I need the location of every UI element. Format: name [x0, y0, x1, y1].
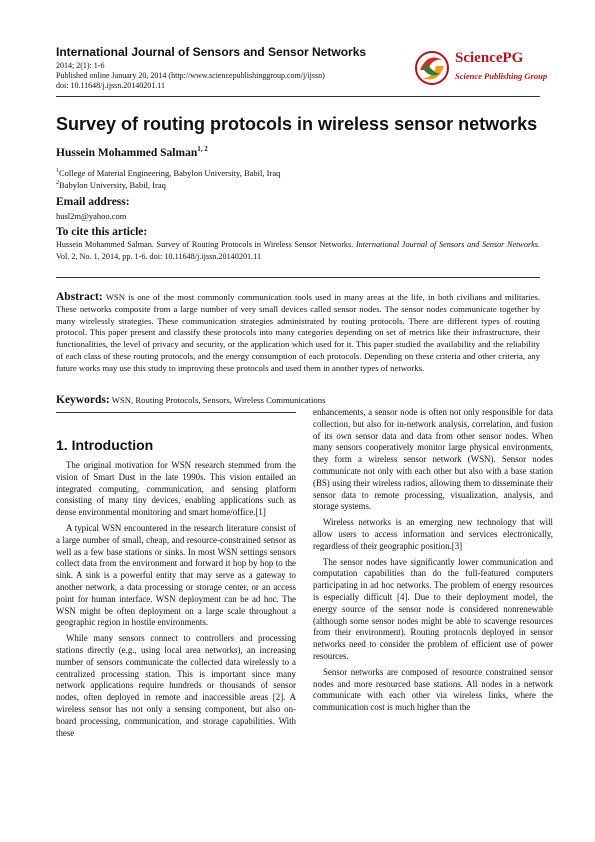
cite-heading: To cite this article:: [56, 226, 148, 238]
header-divider: [56, 96, 540, 97]
abstract-divider: [56, 277, 540, 278]
citation-details: Vol. 2, No. 1, 2014, pp. 1-6. doi: 10.11648/j.ijssn.20140201.11: [56, 252, 262, 261]
right-column: [313, 407, 553, 718]
paragraph: Wireless networks is an emerging new technology that will allow users to access information and services electronically, regardless of their geographic position.[3]: [313, 517, 553, 551]
logo-title: SciencePG: [455, 50, 524, 66]
doi: doi: 10.11648/j.ijssn.20140201.11: [56, 81, 165, 90]
section-divider: [56, 412, 296, 413]
paragraph: A typical WSN encountered in the research literature consist of a large number of small, cheap, and resource-constrained sensor as well as a few base stations or sinks. In most WSN settings sensors collect data from the environment and forward it hop by hop to the sink. A sink is a powerful entity that may serve as a gateway to another network, a data processing or storage center, or an access point for human interface. WSN deployment can be ad hoc. The WSN might be often deployment on a large scale throughout a geographic region in hostile environments.: [56, 522, 296, 628]
logo-subtitle: Science Publishing Group: [455, 71, 548, 81]
paragraph: The original motivation for WSN research stemmed from the vision of Smart Dust in the late 1990s. This vision entailed an integrated computing, communication, and sensing platform consisting of many tiny devices, enabling applications such as dense environmental monitoring and smart home/office.[1]: [56, 460, 296, 518]
publication-info: Published online January 20, 2014 (http://www.sciencepublishinggroup.com/j/ijssn): [56, 71, 325, 80]
keywords-label: Keywords:: [56, 394, 110, 406]
paragraph: enhancements, a sensor node is often not only responsible for data collection, but also for in-network analysis, correlation, and fusion of its own sensor data and data from other sensor nodes. When many sensors cooperatively monitor large physical environments, they form a wireless sensor network (WSN). Sensor nodes communicate not only with each other but also with a base station (BS) using their wireless radios, allowing them to disseminate their sensor data to remote processing, visualization, analysis, and storage systems.: [313, 407, 553, 512]
citation-text: Hussein Mohammed Salman. Survey of Routing Protocols in Wireless Sensor Networks.: [56, 240, 354, 249]
citation-journal: International Journal of Sensors and Sensor Networks.: [355, 240, 541, 249]
paragraph: While many sensors connect to controllers and processing stations directly (e.g., using local area networks), an increasing number of sensors communicate the collected data wirelessly to a centralized processing station. This is important since many network applications require hundreds or thousands of sensor nodes, often deployed in remote and inaccessible areas [2]. A wireless sensor has not only a sensing component, but also on-board processing, communication, and storage capabilities. With these: [56, 633, 296, 738]
section-heading: 1. Introduction: [56, 437, 154, 453]
paragraph: Sensor networks are composed of resource constrained sensor nodes and more resourced base stations. All nodes in a network communicate with each other via wireless links, where the communication cost is much higher than the: [313, 666, 553, 713]
affiliation-text: College of Material Engineering, Babylon University, Babil, Iraq: [59, 167, 281, 178]
affiliation: [56, 166, 280, 179]
paragraph: The sensor nodes have significantly lower communication and computation capabilities than do the full-featured computers participating in ad hoc networks. The problem of energy resources is especially difficult [4]. Due to their deployment model, the energy source of the sensor node is considered nonrenewable (although some sensor nodes might be able to scavenge resources from their environment). Routing protocols deployed in sensor networks need to consider the problem of efficient use of power resources.: [313, 556, 553, 661]
keywords-text: WSN, Routing Protocols, Sensors, Wireless Communications: [111, 395, 326, 405]
affiliation-text: Babylon University, Babil, Iraq: [59, 179, 166, 190]
journal-volume: 2014; 2(1): 1-6: [56, 61, 105, 70]
abstract-text: WSN is one of the most commonly communication tools used in many areas at the life, in both civilians and militaries. These networks composite from a large number of very small devices called sensor nodes. The sensor nodes communicate together by many wirelessly strategies. These communication strategies administrated by routing protocols. There are different types of routing protocol. This paper present and classify these protocols into many categories depending on set of metrics like their infrastructure, their functionalities, the level of privacy and security, or the application which used for it. This paper studied the availability and the reliability of each class of these routing protocols, and the energy consumption of each protocols. Depending on these criteria and other criteria, any future works may use this study to improving these protocols and used them in another types of networks.: [56, 292, 541, 373]
citation: [56, 239, 540, 263]
affiliation-number: 1: [56, 168, 59, 174]
affiliation-number: 2: [56, 180, 59, 186]
email-address[interactable]: husl2m@yahoo.com: [56, 211, 127, 221]
author-superscript: 1, 2: [197, 145, 208, 153]
author-name: [56, 145, 208, 159]
author-name-text: Hussein Mohammed Salman: [56, 146, 198, 159]
abstract-label: Abstract:: [56, 291, 103, 303]
email-heading: Email address:: [56, 196, 130, 208]
keywords: [56, 394, 540, 406]
abstract: [56, 291, 540, 375]
paper-title: Survey of routing protocols in wireless sensor networks: [56, 114, 538, 134]
affiliation: [56, 178, 166, 191]
journal-name: International Journal of Sensors and Sensor Networks: [56, 45, 367, 59]
left-column: [56, 460, 296, 743]
